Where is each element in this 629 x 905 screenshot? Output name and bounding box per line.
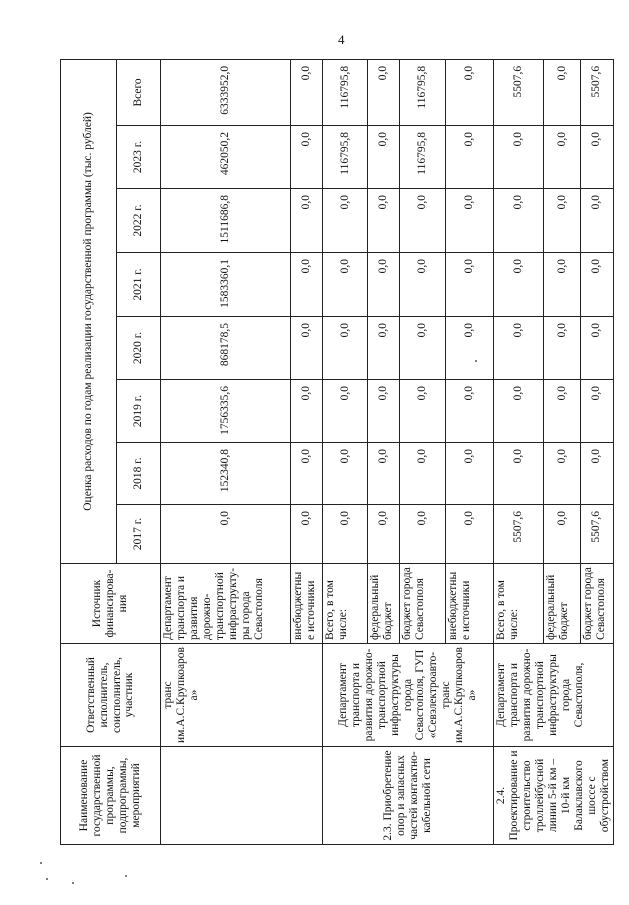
value-cell: 1583360,1	[161, 253, 291, 317]
value-cell: 0,0	[544, 380, 581, 443]
value-cell: 0,0	[368, 189, 400, 253]
executor-cell: Департамент транспорта и развития дорожно-транспортной инфраструктуры города Севастополя, ГУП «Севэлектроавто-транс им.А.С.Крупкоарова»	[323, 644, 494, 747]
expenditure-table	[60, 59, 614, 845]
value-cell: 0,0	[323, 189, 368, 253]
value-cell: 5507,6	[494, 59, 544, 125]
value-cell: 152340,8	[161, 443, 291, 505]
source-cell: внебюджетные источники	[291, 564, 323, 644]
source-cell: Всего, в том числе:	[494, 564, 544, 644]
value-cell: 0,0	[446, 59, 494, 125]
rotated-table-wrapper	[60, 60, 611, 845]
value-cell: 0,0	[400, 189, 446, 253]
header-year: 2020 г.	[117, 317, 161, 380]
value-cell: 0,0	[400, 443, 446, 505]
header-executor: Ответственный исполнитель, соисполнитель, участник	[61, 644, 161, 747]
value-cell: 0,0	[291, 317, 323, 380]
source-cell: внебюджетные источники	[446, 564, 494, 644]
value-cell: 6333952,0	[161, 59, 291, 125]
value-cell: 0,0	[446, 380, 494, 443]
source-cell: Департамент транспорта и развития дорожно-транспортной инфраструкту-ры города Севастополя	[161, 564, 291, 644]
value-cell: 0,0	[368, 317, 400, 380]
scan-speck	[475, 360, 477, 362]
value-cell: 0,0	[323, 443, 368, 505]
value-cell: 0,0	[580, 380, 613, 443]
value-cell: 0,0	[368, 505, 400, 564]
value-cell: 0,0	[291, 505, 323, 564]
header-year: 2018 г.	[117, 443, 161, 505]
value-cell: 5507,6	[580, 505, 613, 564]
value-cell: 0,0	[580, 189, 613, 253]
value-cell: 0,0	[161, 505, 291, 564]
value-cell: 116795,8	[323, 126, 368, 189]
value-cell: 5507,6	[494, 505, 544, 564]
value-cell: 0,0	[580, 443, 613, 505]
value-cell: 0,0	[544, 317, 581, 380]
value-cell: 0,0	[291, 189, 323, 253]
value-cell: 0,0	[494, 443, 544, 505]
value-cell: 5507,6	[580, 59, 613, 125]
value-cell: 0,0	[323, 505, 368, 564]
header-year: 2017 г.	[117, 505, 161, 564]
program-name-cell	[161, 747, 323, 845]
value-cell: 0,0	[446, 443, 494, 505]
header-year: 2023 г.	[117, 126, 161, 189]
value-cell: 0,0	[400, 253, 446, 317]
value-cell: 868178,5	[161, 317, 291, 380]
source-cell: бюджет города Севастополя	[400, 564, 446, 644]
value-cell: 0,0	[291, 126, 323, 189]
header-source: Источник финансирова-ния	[61, 564, 161, 644]
value-cell: 0,0	[494, 126, 544, 189]
value-cell: 0,0	[544, 126, 581, 189]
value-cell: 0,0	[446, 253, 494, 317]
value-cell: 0,0	[544, 443, 581, 505]
value-cell: 1511686,8	[161, 189, 291, 253]
value-cell: 0,0	[580, 317, 613, 380]
program-name-cell: 2.4. Проектирование и строительство троллейбусной линии 5-й км – 10-й км Балаклавского шоссе с обустройством	[494, 747, 614, 845]
value-cell: 0,0	[544, 189, 581, 253]
source-cell: федеральный бюджет	[544, 564, 581, 644]
executor-cell: транс им.А.С.Крупкоарова»	[161, 644, 323, 747]
value-cell: 0,0	[291, 253, 323, 317]
scan-speck	[46, 878, 48, 880]
program-name-cell: 2.3. Приобретение опор и запасных частей контактно-кабельной сети	[323, 747, 494, 845]
value-cell: 0,0	[323, 317, 368, 380]
header-estimate: Оценка расходов по годам реализации государственной программы (тыс. рублей)	[61, 59, 117, 563]
value-cell: 116795,8	[323, 59, 368, 125]
header-year: 2019 г.	[117, 380, 161, 443]
value-cell: 0,0	[368, 59, 400, 125]
value-cell: 0,0	[291, 59, 323, 125]
header-total: Всего	[117, 59, 161, 125]
value-cell: 116795,8	[400, 59, 446, 125]
value-cell: 0,0	[446, 505, 494, 564]
scan-speck	[72, 882, 74, 884]
value-cell: 0,0	[580, 253, 613, 317]
source-cell: бюджет города Севастополя	[580, 564, 613, 644]
value-cell: 0,0	[400, 317, 446, 380]
value-cell: 0,0	[368, 253, 400, 317]
page-number: 4	[338, 32, 345, 47]
value-cell: 0,0	[368, 126, 400, 189]
value-cell: 0,0	[400, 380, 446, 443]
value-cell: 0,0	[446, 317, 494, 380]
executor-cell: Департамент транспорта и развития дорожно-транспортной инфраструктуры города Севастополя,	[494, 644, 614, 747]
value-cell: 1756335,6	[161, 380, 291, 443]
value-cell: 0,0	[446, 126, 494, 189]
value-cell: 0,0	[400, 505, 446, 564]
value-cell: 116795,8	[400, 126, 446, 189]
scan-speck	[40, 862, 42, 864]
value-cell: 0,0	[580, 126, 613, 189]
source-cell: Всего, в том числе:	[323, 564, 368, 644]
value-cell: 0,0	[291, 380, 323, 443]
value-cell: 0,0	[494, 317, 544, 380]
scan-speck	[125, 875, 127, 877]
source-cell: федеральный бюджет	[368, 564, 400, 644]
header-year: 2021 г.	[117, 253, 161, 317]
header-name: Наименование государственной программы, подпрограммы, мероприятий	[61, 747, 161, 845]
value-cell: 0,0	[368, 380, 400, 443]
value-cell: 0,0	[323, 380, 368, 443]
value-cell: 0,0	[494, 380, 544, 443]
value-cell: 462050,2	[161, 126, 291, 189]
value-cell: 0,0	[544, 505, 581, 564]
value-cell: 0,0	[446, 189, 494, 253]
value-cell: 0,0	[544, 59, 581, 125]
value-cell: 0,0	[544, 253, 581, 317]
value-cell: 0,0	[494, 253, 544, 317]
value-cell: 0,0	[291, 443, 323, 505]
value-cell: 0,0	[368, 443, 400, 505]
value-cell: 0,0	[494, 189, 544, 253]
value-cell: 0,0	[323, 253, 368, 317]
header-year: 2022 г.	[117, 189, 161, 253]
